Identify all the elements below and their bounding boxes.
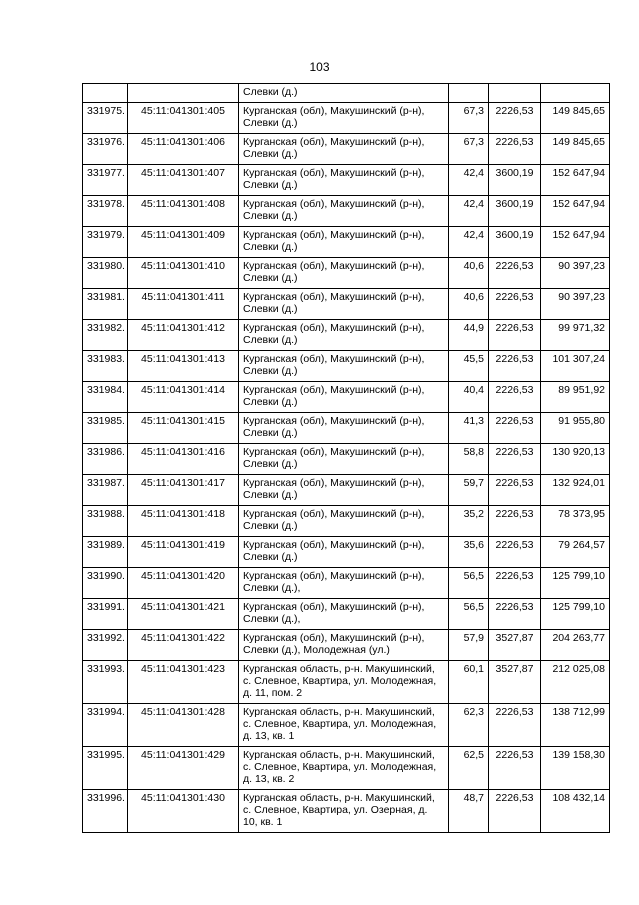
cell-area: 42,4	[449, 196, 489, 227]
page-number: 103	[309, 60, 330, 74]
cell-number: 331979.	[83, 227, 128, 258]
cell-area: 62,5	[449, 747, 489, 790]
cell-rate: 2226,53	[489, 413, 541, 444]
cell-area: 42,4	[449, 165, 489, 196]
cell-rate: 2226,53	[489, 568, 541, 599]
cell-number: 331996.	[83, 790, 128, 833]
cell-number: 331976.	[83, 134, 128, 165]
cell-cadastral: 45:11:041301:417	[128, 475, 239, 506]
table-row	[83, 103, 610, 134]
cell-address: Курганская (обл), Макушинский (р-н), Слевки (д.), Молодежная (ул.)	[239, 630, 449, 661]
cell-rate: 2226,53	[489, 790, 541, 833]
table-row	[83, 289, 610, 320]
cell-rate: 3527,87	[489, 630, 541, 661]
cell-rate: 2226,53	[489, 134, 541, 165]
cell-number: 331982.	[83, 320, 128, 351]
cell-cost	[541, 84, 610, 103]
table-row	[83, 258, 610, 289]
cell-cost: 152 647,94	[541, 196, 610, 227]
cell-cadastral	[128, 84, 239, 103]
cell-number: 331995.	[83, 747, 128, 790]
cell-rate: 2226,53	[489, 258, 541, 289]
cell-rate	[489, 84, 541, 103]
cell-rate: 2226,53	[489, 506, 541, 537]
cell-cost: 79 264,57	[541, 537, 610, 568]
cell-number: 331989.	[83, 537, 128, 568]
cell-area: 45,5	[449, 351, 489, 382]
cell-cadastral: 45:11:041301:411	[128, 289, 239, 320]
cell-rate: 2226,53	[489, 537, 541, 568]
cell-cost: 125 799,10	[541, 599, 610, 630]
cell-area: 35,6	[449, 537, 489, 568]
cell-cost: 108 432,14	[541, 790, 610, 833]
table-row	[83, 506, 610, 537]
table-row	[83, 599, 610, 630]
cell-address: Курганская (обл), Макушинский (р-н), Слевки (д.)	[239, 258, 449, 289]
cell-cadastral: 45:11:041301:422	[128, 630, 239, 661]
cell-cost: 130 920,13	[541, 444, 610, 475]
cell-number: 331981.	[83, 289, 128, 320]
cell-rate: 2226,53	[489, 747, 541, 790]
cell-number: 331994.	[83, 704, 128, 747]
table-row	[83, 790, 610, 833]
cell-area: 56,5	[449, 599, 489, 630]
cell-rate: 3600,19	[489, 227, 541, 258]
cell-address: Курганская (обл), Макушинский (р-н), Слевки (д.),	[239, 568, 449, 599]
cell-cost: 212 025,08	[541, 661, 610, 704]
cell-cadastral: 45:11:041301:409	[128, 227, 239, 258]
cell-area: 40,4	[449, 382, 489, 413]
cell-rate: 2226,53	[489, 289, 541, 320]
cell-cost: 90 397,23	[541, 258, 610, 289]
cell-cadastral: 45:11:041301:418	[128, 506, 239, 537]
cell-cadastral: 45:11:041301:430	[128, 790, 239, 833]
cell-cost: 139 158,30	[541, 747, 610, 790]
cell-address: Курганская (обл), Макушинский (р-н), Слевки (д.)	[239, 320, 449, 351]
cell-cost: 125 799,10	[541, 568, 610, 599]
cell-address: Курганская (обл), Макушинский (р-н), Слевки (д.)	[239, 134, 449, 165]
cell-number: 331987.	[83, 475, 128, 506]
cell-area: 48,7	[449, 790, 489, 833]
cell-number: 331978.	[83, 196, 128, 227]
cell-area: 40,6	[449, 289, 489, 320]
table-row	[83, 134, 610, 165]
cell-cost: 99 971,32	[541, 320, 610, 351]
table-row	[83, 475, 610, 506]
table-row	[83, 196, 610, 227]
cell-number: 331977.	[83, 165, 128, 196]
cell-area: 57,9	[449, 630, 489, 661]
cell-number: 331975.	[83, 103, 128, 134]
table-row	[83, 568, 610, 599]
cell-cost: 138 712,99	[541, 704, 610, 747]
cell-address: Курганская область, р-н. Макушинский, с. Слевное, Квартира, ул. Озерная, д. 10, кв. 1	[239, 790, 449, 833]
table-row	[83, 537, 610, 568]
cell-number: 331993.	[83, 661, 128, 704]
cell-cadastral: 45:11:041301:420	[128, 568, 239, 599]
cell-area: 35,2	[449, 506, 489, 537]
cell-rate: 2226,53	[489, 103, 541, 134]
cell-address: Курганская (обл), Макушинский (р-н), Слевки (д.)	[239, 506, 449, 537]
registry-table	[82, 83, 610, 833]
cell-address: Курганская область, р-н. Макушинский, с. Слевное, Квартира, ул. Молодежная, д. 13, кв. 2	[239, 747, 449, 790]
cell-cost: 132 924,01	[541, 475, 610, 506]
cell-address: Курганская область, р-н. Макушинский, с. Слевное, Квартира, ул. Молодежная, д. 11, пом. 2	[239, 661, 449, 704]
cell-rate: 2226,53	[489, 351, 541, 382]
cell-address: Курганская (обл), Макушинский (р-н), Слевки (д.)	[239, 289, 449, 320]
cell-cost: 204 263,77	[541, 630, 610, 661]
cell-area: 58,8	[449, 444, 489, 475]
cell-area: 44,9	[449, 320, 489, 351]
cell-number: 331986.	[83, 444, 128, 475]
cell-address: Курганская (обл), Макушинский (р-н), Слевки (д.)	[239, 444, 449, 475]
cell-address: Слевки (д.)	[239, 84, 449, 103]
cell-cadastral: 45:11:041301:408	[128, 196, 239, 227]
cell-number: 331990.	[83, 568, 128, 599]
cell-cadastral: 45:11:041301:413	[128, 351, 239, 382]
table-row	[83, 227, 610, 258]
table-row	[83, 320, 610, 351]
cell-cost: 152 647,94	[541, 227, 610, 258]
cell-address: Курганская (обл), Макушинский (р-н), Слевки (д.)	[239, 382, 449, 413]
table-row	[83, 661, 610, 704]
cell-rate: 2226,53	[489, 599, 541, 630]
cell-area	[449, 84, 489, 103]
table-row	[83, 413, 610, 444]
cell-rate: 2226,53	[489, 704, 541, 747]
cell-cadastral: 45:11:041301:405	[128, 103, 239, 134]
cell-address: Курганская (обл), Макушинский (р-н), Слевки (д.)	[239, 165, 449, 196]
cell-number: 331991.	[83, 599, 128, 630]
cell-area: 59,7	[449, 475, 489, 506]
cell-address: Курганская (обл), Макушинский (р-н), Слевки (д.)	[239, 227, 449, 258]
cell-cost: 149 845,65	[541, 103, 610, 134]
cell-address: Курганская область, р-н. Макушинский, с. Слевное, Квартира, ул. Молодежная, д. 13, кв. 1	[239, 704, 449, 747]
cell-address: Курганская (обл), Макушинский (р-н), Слевки (д.)	[239, 475, 449, 506]
cell-number: 331992.	[83, 630, 128, 661]
cell-area: 42,4	[449, 227, 489, 258]
cell-number	[83, 84, 128, 103]
cell-number: 331985.	[83, 413, 128, 444]
cell-cadastral: 45:11:041301:419	[128, 537, 239, 568]
cell-cost: 91 955,80	[541, 413, 610, 444]
table-body	[83, 84, 610, 833]
cell-cadastral: 45:11:041301:416	[128, 444, 239, 475]
table-row	[83, 382, 610, 413]
cell-address: Курганская (обл), Макушинский (р-н), Слевки (д.)	[239, 196, 449, 227]
cell-number: 331984.	[83, 382, 128, 413]
cell-cadastral: 45:11:041301:429	[128, 747, 239, 790]
cell-cadastral: 45:11:041301:412	[128, 320, 239, 351]
cell-rate: 2226,53	[489, 320, 541, 351]
cell-cost: 89 951,92	[541, 382, 610, 413]
cell-cadastral: 45:11:041301:423	[128, 661, 239, 704]
cell-cadastral: 45:11:041301:410	[128, 258, 239, 289]
cell-cadastral: 45:11:041301:407	[128, 165, 239, 196]
cell-area: 56,5	[449, 568, 489, 599]
cell-number: 331988.	[83, 506, 128, 537]
cell-area: 67,3	[449, 103, 489, 134]
cell-address: Курганская (обл), Макушинский (р-н), Слевки (д.)	[239, 413, 449, 444]
cell-cost: 78 373,95	[541, 506, 610, 537]
cell-area: 41,3	[449, 413, 489, 444]
table-row	[83, 165, 610, 196]
cell-rate: 3600,19	[489, 196, 541, 227]
cell-address: Курганская (обл), Макушинский (р-н), Слевки (д.),	[239, 599, 449, 630]
cell-rate: 3600,19	[489, 165, 541, 196]
cell-rate: 2226,53	[489, 382, 541, 413]
cell-address: Курганская (обл), Макушинский (р-н), Слевки (д.)	[239, 351, 449, 382]
cell-cadastral: 45:11:041301:415	[128, 413, 239, 444]
cell-area: 60,1	[449, 661, 489, 704]
table-row	[83, 351, 610, 382]
cell-cadastral: 45:11:041301:421	[128, 599, 239, 630]
cell-cadastral: 45:11:041301:428	[128, 704, 239, 747]
cell-area: 67,3	[449, 134, 489, 165]
table-row	[83, 630, 610, 661]
table-row	[83, 704, 610, 747]
table-row-continuation	[83, 84, 610, 103]
cell-cadastral: 45:11:041301:414	[128, 382, 239, 413]
cell-rate: 3527,87	[489, 661, 541, 704]
cell-cost: 149 845,65	[541, 134, 610, 165]
cell-number: 331980.	[83, 258, 128, 289]
cell-cost: 152 647,94	[541, 165, 610, 196]
cell-cadastral: 45:11:041301:406	[128, 134, 239, 165]
table-row	[83, 444, 610, 475]
table-row	[83, 747, 610, 790]
cell-rate: 2226,53	[489, 475, 541, 506]
cell-area: 62,3	[449, 704, 489, 747]
cell-number: 331983.	[83, 351, 128, 382]
cell-area: 40,6	[449, 258, 489, 289]
cell-cost: 101 307,24	[541, 351, 610, 382]
cell-cost: 90 397,23	[541, 289, 610, 320]
cell-address: Курганская (обл), Макушинский (р-н), Слевки (д.)	[239, 537, 449, 568]
cell-address: Курганская (обл), Макушинский (р-н), Слевки (д.)	[239, 103, 449, 134]
cell-rate: 2226,53	[489, 444, 541, 475]
